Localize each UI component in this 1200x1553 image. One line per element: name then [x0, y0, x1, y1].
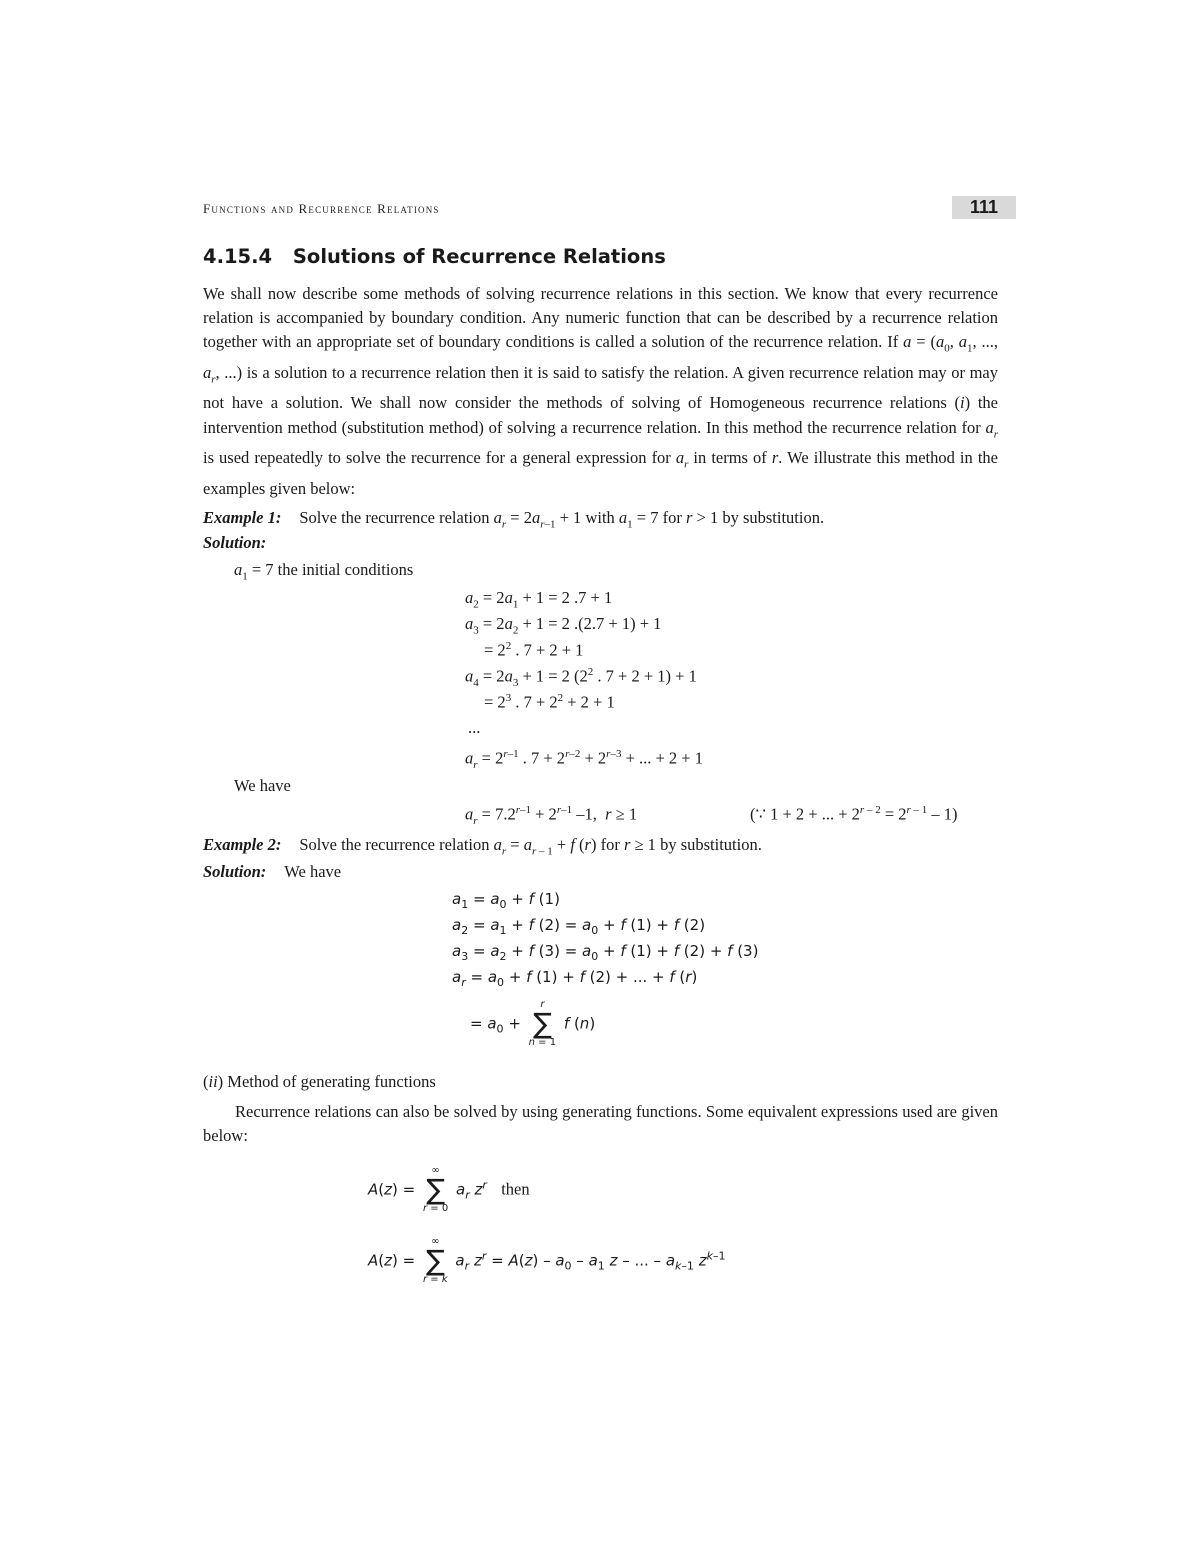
equation-a4-expanded: = $2^3$ . $7 + 2^2 + 2 + 1$ — [484, 692, 615, 712]
example-2-text-c: by substitution. — [655, 835, 762, 854]
intro-text-4: is used repeatedly to solve the recurrence for a general expression for — [203, 448, 676, 468]
example-1-statement: Example 1: Solve the recurrence relation $a_r = 2a_{r-1} + 1$ with $a_1 = 7$ for r > 1 by substitution. — [203, 508, 825, 531]
generating-function-1: A(z) = ∞ ∑ r = 0 $a_r$ $z^r$ then — [368, 1165, 530, 1214]
equation-a3-expanded: = $2^2$ . 7 + 2 + 1 — [484, 640, 584, 660]
method-2-heading: (ii) Method of generating functions — [203, 1072, 436, 1091]
example-1-text-b: with — [581, 508, 619, 527]
equation-2-a2: $a_2 = a_1 + f$ $(2) = a_0 + f$ (1) + f (2) — [452, 916, 706, 937]
equation-ar: $a_r = 2^{r-1}$ . $7 + 2^{r-2} + 2^{r-3}$ + ... + 2 + 1 — [465, 748, 703, 771]
example-1-label: Example 1: — [203, 508, 282, 527]
intro-text-6: . We illustrate this method in the examples given below: — [203, 448, 998, 498]
equation-2-sum: = $a_0$ + r ∑ n = 1 f (n) — [470, 999, 596, 1048]
example-2-text-a: Solve the recurrence relation — [299, 835, 494, 854]
ellipsis: ... — [468, 718, 481, 737]
example-1-text-d: by substitution. — [718, 508, 825, 527]
summation-symbol: r ∑ n = 1 — [528, 999, 557, 1048]
intro-text-2: is a solution to a recurrence relation then it is said to satisfy the relation. A given recurrence relation may or may not have a solution. We shall now consider the methods of solving of Homogeneous recurrence relations ( — [203, 362, 998, 413]
section-number: 4.15.4 — [203, 245, 273, 268]
equation-a2: $a_2 = 2a_1 + 1 = 2$ .7 + 1 — [465, 588, 613, 611]
example-2-label: Example 2: — [203, 835, 282, 854]
method-2-roman: ii — [208, 1072, 218, 1091]
equation-a3: $a_3 = 2a_2 + 1 = 2$ .(2.7 + 1) + 1 — [465, 614, 662, 637]
summation-symbol-3: ∞ ∑ r = k — [422, 1236, 448, 1285]
example-2-solution — [203, 862, 341, 882]
example-1-text-c: for — [658, 508, 686, 527]
we-have-2: We have — [284, 862, 342, 881]
method-2-paragraph: Recurrence relations can also be solved by using generating functions. Some equivalent expressions used are given below: — [203, 1102, 998, 1145]
we-have-1: We have — [234, 776, 291, 795]
example-1-text-a: Solve the recurrence relation — [299, 508, 494, 527]
intro-paragraph: We shall now describe some methods of solving recurrence relations in this section. We know that every recurrence relation is accompanied by boundary condition. Any numeric function that can be described by a recurrence relation together with an appropriate set of boundary conditions is called a solution of the recurrence relation. If $a = (a_0$, $a_1$, ..., $a_r$, ...) is a solution to a recurrence relation then it is said to satisfy the relation. A given recurrence relation may or may not have a solution. We shall now consider the methods of solving of Homogeneous recurrence relations (i) the intervention method (substitution method) of solving a recurrence relation. In this method the recurrence relation for $a_r$ is used repeatedly to solve the recurrence for a general expression for $a_r$ in terms of r. We illustrate this method in the examples given below: — [203, 284, 999, 498]
equation-2-ar: $a_r = a_0 + f$ (1) + f (2) + ... + f (r) — [452, 968, 698, 989]
intro-text-3: ) the intervention method (substitution method) of solving a recurrence relation. In this method the recurrence relation for — [203, 393, 998, 437]
solution-label: Solution: — [203, 533, 267, 552]
running-header: Functions and Recurrence Relations — [203, 201, 440, 216]
sum-note-text: (∵ 1 + 2 + ... + 2 — [750, 804, 860, 824]
example-2-text-b: for — [596, 835, 624, 854]
example-1-solution-label — [203, 533, 284, 553]
solution-2-label: Solution: — [203, 862, 267, 881]
equation-2-a1: $a_1 = a_0 + f$ (1) — [452, 890, 560, 911]
summation-symbol-2: ∞ ∑ r = 0 — [422, 1165, 449, 1214]
method-2-heading-text: Method of generating functions — [223, 1072, 436, 1091]
section-title: Solutions of Recurrence Relations — [292, 245, 666, 268]
equation-ar-closed: $a_r = 7.2^{r-1} + 2^{r-1}$ –1, r ≥ 1 — [465, 804, 638, 827]
equation-2-a3: $a_3 = a_2 + f$ $(3) = a_0 + f$ (1) + f (2) + f (3) — [452, 942, 759, 963]
example-2-statement: Example 2: Solve the recurrence relation $a_r = a_{r - 1} + f$ (r) for r ≥ 1 by substitution. — [203, 835, 762, 858]
equation-a4: $a_4 = 2a_3 + 1 = 2$ ($2^2$ . 7 + 2 + 1) + 1 — [465, 666, 697, 689]
intro-text-1: We shall now describe some methods of solving recurrence relations in this section. We know that every recurrence relation is accompanied by boundary condition. Any numeric function that can be described by a recurrence relation together with an appropriate set of boundary conditions is called a solution of the recurrence relation. If — [203, 284, 998, 352]
sum-note: (∵ 1 + 2 + ... + $2^{r - 2} = 2^{r - 1} - 1$) — [750, 804, 958, 824]
generating-function-2: A(z) = ∞ ∑ r = k $a_r$ $z^r = A(z) - a_0 - a_1$ z – ... – $a_{k-1}$ $z^{k-1}$ — [368, 1236, 726, 1285]
initial-condition-text: = 7 the initial conditions — [247, 560, 414, 579]
section-heading — [203, 245, 666, 268]
then-word: then — [501, 1179, 530, 1199]
intro-text-5: in terms of — [688, 448, 772, 468]
page-number: 111 — [952, 196, 1016, 219]
initial-condition: $a_1 = 7$ the initial conditions — [234, 560, 414, 583]
